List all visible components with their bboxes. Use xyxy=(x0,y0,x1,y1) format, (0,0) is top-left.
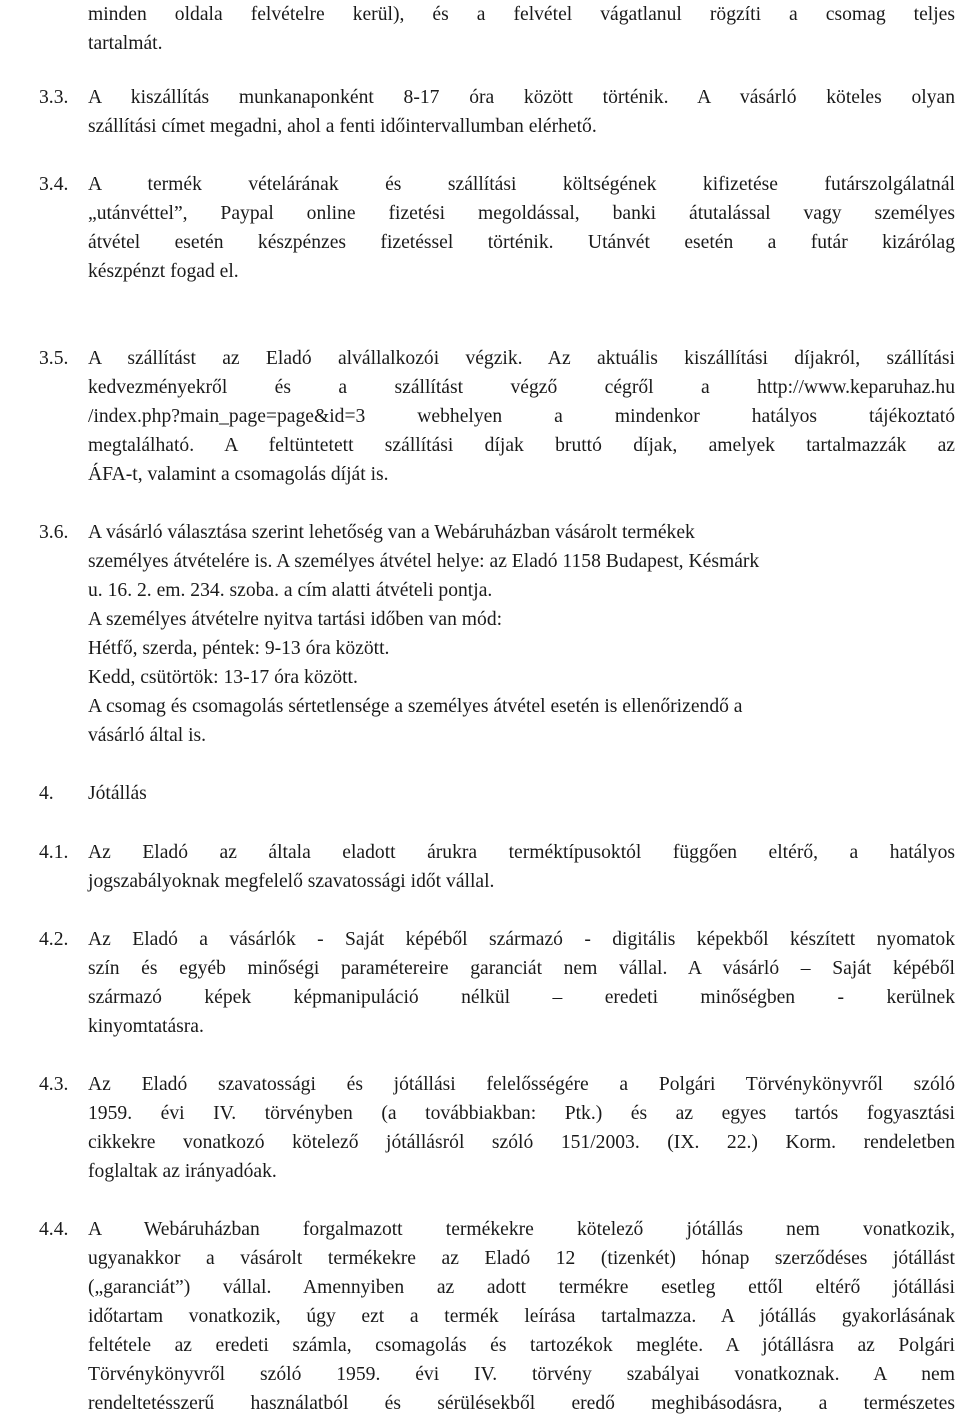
text-line: kedvezményekről és a szállítást végző cégről a http://www.keparuhaz.hu xyxy=(88,377,955,398)
section-heading xyxy=(39,779,147,808)
text-line: származó képek képmanipuláció nélkül – eredeti minőségben - kerülnek xyxy=(88,987,955,1008)
text-line: A csomag és csomagolás sértetlensége a személyes átvétel esetén is ellenőrizendő a xyxy=(88,696,743,717)
paragraph-number: 3.4. xyxy=(39,174,69,195)
text-line: rendeltetésszerű használatból és sérülésekből eredő meghibásodásra, a természetes xyxy=(88,1393,955,1414)
text-line: minden oldala felvételre kerül), és a felvétel vágatlanul rögzíti a csomag teljes xyxy=(88,4,955,25)
text-line: A személyes átvételre nyitva tartási időben van mód: xyxy=(88,609,503,630)
paragraph-4-4 xyxy=(39,1215,955,1418)
text-line: szállítási címet megadni, ahol a fenti időintervallumban elérhető. xyxy=(88,116,597,137)
text-line xyxy=(39,83,955,112)
text-content: A Webáruházban forgalmazott termékekre kötelező jótállás nem vonatkozik, xyxy=(88,1219,955,1240)
text-line: („garanciát”) vállal. Amennyiben az adott termékre esetleg ettől eltérő jótállási xyxy=(88,1277,955,1298)
text-line xyxy=(39,1215,955,1244)
paragraph-number: 4.3. xyxy=(39,1074,69,1095)
paragraph-4-1 xyxy=(39,838,955,896)
paragraph-number: 4.4. xyxy=(39,1219,69,1240)
text-line: cikkekre vonatkozó kötelező jótállásról szóló 151/2003. (IX. 22.) Korm. rendeletben xyxy=(88,1132,955,1153)
text-line: tartalmát. xyxy=(88,33,163,54)
text-line: jogszabályoknak megfelelő szavatossági időt vállal. xyxy=(88,871,495,892)
text-line: személyes átvételére is. A személyes átvétel helye: az Eladó 1158 Budapest, Késmárk xyxy=(88,551,760,572)
text-line: átvétel esetén készpénzes fizetéssel történik. Utánvét esetén a futár kizárólag xyxy=(88,232,955,253)
section-title: Jótállás xyxy=(88,783,147,804)
text-line: feltétele az eredeti számla, csomagolás és tartozékok megléte. A jótállásra az Polgári xyxy=(88,1335,955,1356)
text-content: A vásárló választása szerint lehetőség van a Webáruházban vásárolt termékek xyxy=(88,522,695,543)
paragraph-intro xyxy=(88,0,955,58)
paragraph-3-4 xyxy=(39,170,955,286)
text-line xyxy=(39,925,955,954)
paragraph-3-6 xyxy=(39,518,955,750)
text-content: A szállítást az Eladó alvállalkozói végzik. Az aktuális kiszállítási díjakról, szállítási xyxy=(88,348,955,369)
text-line: készpénzt fogad el. xyxy=(88,261,239,282)
text-line: Hétfő, szerda, péntek: 9-13 óra között. xyxy=(88,638,390,659)
paragraph-number: 3.6. xyxy=(39,522,69,543)
text-line: Törvénykönyvről szóló 1959. évi IV. törvény szabályai vonatkoznak. A nem xyxy=(88,1364,955,1385)
paragraph-3-5 xyxy=(39,344,955,489)
text-line: Kedd, csütörtök: 13-17 óra között. xyxy=(88,667,358,688)
text-line: ÁFA-t, valamint a csomagolás díját is. xyxy=(88,464,389,485)
text-content: A kiszállítás munkanaponként 8-17 óra között történik. A vásárló köteles olyan xyxy=(88,87,955,108)
paragraph-number: 3.5. xyxy=(39,348,69,369)
text-line: ugyanakkor a vásárolt termékekre az Eladó 12 (tizenkét) hónap szerződéses jótállást xyxy=(88,1248,955,1269)
text-line: „utánvéttel”, Paypal online fizetési megoldással, banki átutalással vagy személyes xyxy=(88,203,955,224)
paragraph-number: 3.3. xyxy=(39,87,69,108)
text-line: vásárló által is. xyxy=(88,725,207,746)
text-line: kinyomtatásra. xyxy=(88,1016,204,1037)
text-content: Az Eladó az általa eladott árukra terméktípusoktól függően eltérő, a hatályos xyxy=(88,842,955,863)
text-line: foglaltak az irányadóak. xyxy=(88,1161,277,1182)
text-line: /index.php?main_page=page&id=3 webhelyen a mindenkor hatályos tájékoztató xyxy=(88,406,955,427)
text-line: megtalálható. A feltüntetett szállítási díjak bruttó díjak, amelyek tartalmazzák az xyxy=(88,435,955,456)
text-content: A termék vételárának és szállítási költségének kifizetése futárszolgálatnál xyxy=(88,174,955,195)
text-line xyxy=(39,1070,955,1099)
text-content: Az Eladó a vásárlók - Saját képéből származó - digitális képekből készített nyomatok xyxy=(88,929,955,950)
paragraph-number: 4.1. xyxy=(39,842,69,863)
section-number: 4. xyxy=(39,783,54,804)
text-line xyxy=(39,838,955,867)
text-line: u. 16. 2. em. 234. szoba. a cím alatti átvételi pontja. xyxy=(88,580,493,601)
text-line: szín és egyéb minőségi paramétereire garanciát nem vállal. A vásárló – Saját képéből xyxy=(88,958,955,979)
text-line: időtartam vonatkozik, úgy ezt a termék leírása tartalmazza. A jótállás gyakorlásának xyxy=(88,1306,955,1327)
text-line xyxy=(39,518,955,547)
text-line xyxy=(39,344,955,373)
text-line: 1959. évi IV. törvényben (a továbbiakban: Ptk.) és az egyes tartós fogyasztási xyxy=(88,1103,955,1124)
paragraph-3-3 xyxy=(39,83,955,141)
text-content: Az Eladó szavatossági és jótállási felelősségére a Polgári Törvénykönyvről szóló xyxy=(88,1074,955,1095)
paragraph-4-2 xyxy=(39,925,955,1041)
paragraph-number: 4.2. xyxy=(39,929,69,950)
paragraph-4-3 xyxy=(39,1070,955,1186)
text-line xyxy=(39,170,955,199)
